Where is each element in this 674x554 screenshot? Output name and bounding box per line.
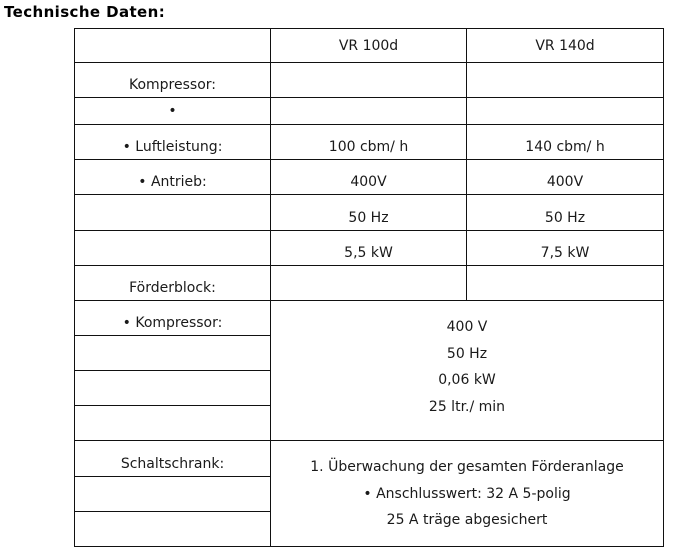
fb-value-flow: 25 ltr./ min bbox=[428, 398, 506, 415]
table-row bbox=[75, 301, 664, 336]
label-schaltschrank: Schaltschrank: bbox=[75, 441, 271, 477]
header-cell-empty bbox=[75, 29, 271, 63]
foerderblock-values bbox=[271, 301, 664, 441]
section-kompressor: Kompressor: bbox=[75, 63, 271, 98]
fb-value-kw: 0,06 kW bbox=[438, 372, 496, 388]
fb-value-volt: 400 V bbox=[446, 319, 488, 335]
table-cell bbox=[467, 98, 664, 125]
section-foerderblock: Förderblock: bbox=[75, 266, 271, 301]
spec-table bbox=[74, 28, 664, 547]
table-cell bbox=[467, 266, 664, 301]
table-row bbox=[75, 231, 664, 266]
value-luftleistung-140: 140 cbm/ h bbox=[467, 125, 664, 160]
table-row bbox=[75, 195, 664, 231]
value-antrieb-kw-100: 5,5 kW bbox=[271, 231, 467, 266]
value-antrieb-volt-100: 400V bbox=[271, 160, 467, 195]
page-title: Technische Daten: bbox=[4, 3, 166, 21]
table-row bbox=[75, 63, 664, 98]
bullet-cell: • bbox=[75, 98, 271, 125]
table-cell bbox=[75, 512, 271, 547]
table-row bbox=[75, 98, 664, 125]
table-row bbox=[75, 266, 664, 301]
header-cell-vr140d: VR 140d bbox=[467, 29, 664, 63]
table-row bbox=[75, 160, 664, 195]
table-row bbox=[75, 29, 664, 63]
label-luftleistung: • Luftleistung: bbox=[75, 125, 271, 160]
schaltschrank-value-3: 25 A träge abgesichert bbox=[386, 512, 548, 528]
value-antrieb-hz-140: 50 Hz bbox=[467, 195, 664, 231]
table-row bbox=[75, 441, 664, 477]
table-cell bbox=[75, 406, 271, 441]
table-cell bbox=[75, 195, 271, 231]
label-antrieb: • Antrieb: bbox=[75, 160, 271, 195]
header-cell-vr100d: VR 100d bbox=[271, 29, 467, 63]
schaltschrank-value-1: 1. Überwachung der gesamten Förderanlage bbox=[310, 459, 624, 475]
schaltschrank-values bbox=[271, 441, 664, 547]
table-cell bbox=[75, 477, 271, 512]
table-cell bbox=[467, 63, 664, 98]
table-cell bbox=[75, 371, 271, 406]
value-antrieb-hz-100: 50 Hz bbox=[271, 195, 467, 231]
label-fb-kompressor: • Kompressor: bbox=[75, 301, 271, 336]
table-cell bbox=[271, 63, 467, 98]
fb-value-hz: 50 Hz bbox=[446, 345, 488, 362]
table-row bbox=[75, 125, 664, 160]
value-antrieb-kw-140: 7,5 kW bbox=[467, 231, 664, 266]
table-cell bbox=[271, 98, 467, 125]
table-cell bbox=[75, 336, 271, 371]
table-cell bbox=[75, 231, 271, 266]
value-antrieb-volt-140: 400V bbox=[467, 160, 664, 195]
schaltschrank-value-2: • Anschlusswert: 32 A 5-polig bbox=[363, 485, 571, 502]
table-cell bbox=[271, 266, 467, 301]
value-luftleistung-100: 100 cbm/ h bbox=[271, 125, 467, 160]
